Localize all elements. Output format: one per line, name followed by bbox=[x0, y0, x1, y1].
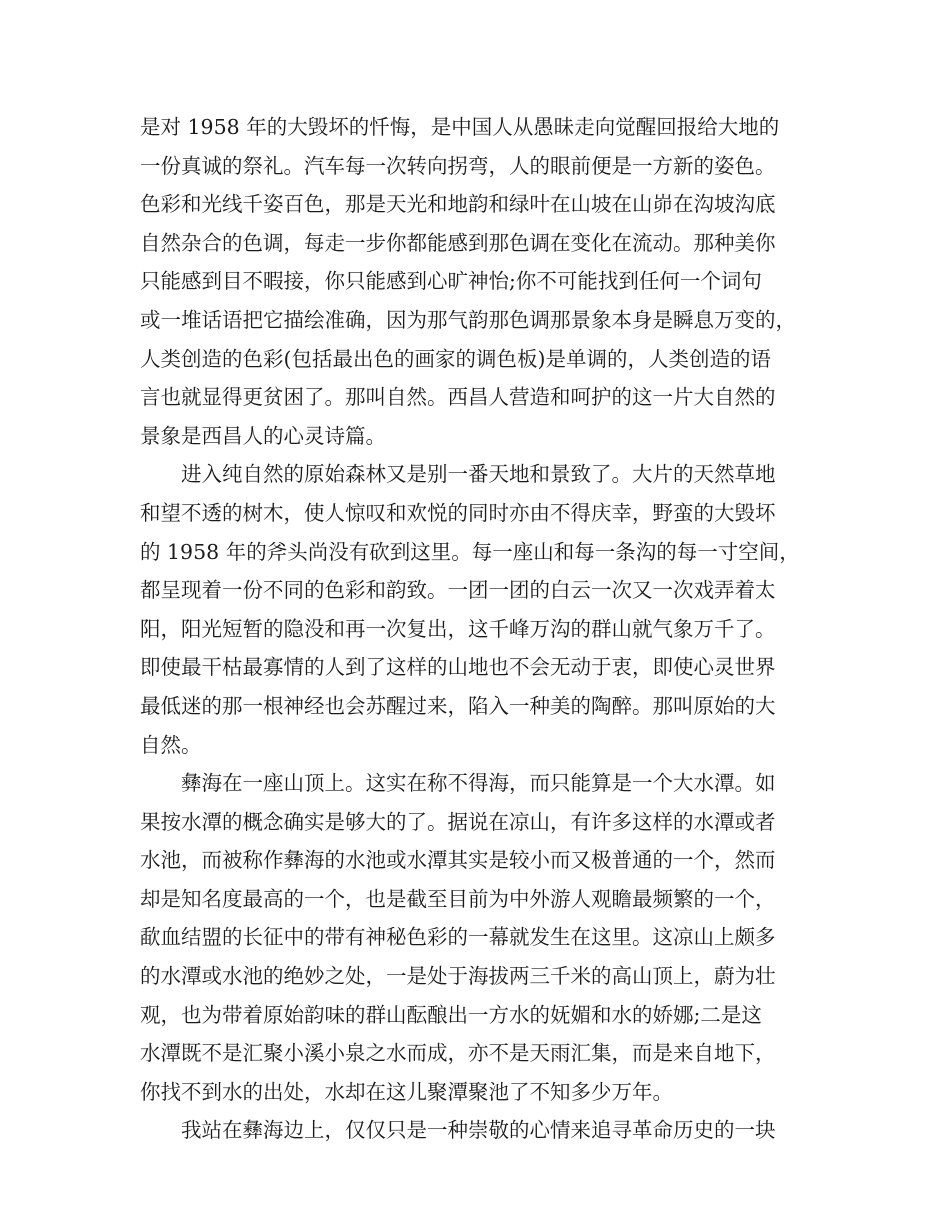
text-line: 言也就显得更贫困了。那叫自然。西昌人营造和呵护的这一片大自然的 bbox=[140, 385, 776, 410]
text-line: 都呈现着一份不同的色彩和韵致。一团一团的白云一次又一次戏弄着太 bbox=[140, 578, 776, 603]
text-line: 的水潭或水池的绝妙之处，一是处于海拔两三千米的高山顶上，蔚为壮 bbox=[140, 964, 776, 989]
text-line: 阳，阳光短暂的隐没和再一次复出，这千峰万沟的群山就气象万千了。 bbox=[140, 616, 776, 641]
text-line: 水潭既不是汇聚小溪小泉之水而成，亦不是天雨汇集，而是来自地下， bbox=[140, 1041, 776, 1066]
text-line: 和望不透的树木，使人惊叹和欢悦的同时亦由不得庆幸，野蛮的大毁坏 bbox=[140, 500, 776, 525]
text-line: 自然杂合的色调，每走一步你都能感到那色调在变化在流动。那种美你 bbox=[140, 230, 776, 255]
text-line: 却是知名度最高的一个，也是截至目前为中外游人观瞻最频繁的一个， bbox=[140, 886, 776, 911]
text-line: 是对 1958 年的大毁坏的忏悔，是中国人从愚昧走向觉醒回报给大地的 bbox=[140, 115, 780, 139]
paragraph bbox=[140, 108, 810, 455]
text-line: 最低迷的那一根神经也会苏醒过来，陷入一种美的陶醉。那叫原始的大 bbox=[140, 693, 776, 718]
text-line: 进入纯自然的原始森林又是别一番天地和景致了。大片的天然草地 bbox=[181, 462, 776, 487]
text-line: 一份真诚的祭礼。汽车每一次转向拐弯，人的眼前便是一方新的姿色。 bbox=[140, 153, 776, 178]
body-text bbox=[140, 108, 810, 1150]
text-line: 彝海在一座山顶上。这实在称不得海，而只能算是一个大水潭。如 bbox=[181, 771, 776, 796]
text-line: 人类创造的色彩(包括最出色的画家的调色板)是单调的，人类创造的语 bbox=[140, 346, 771, 371]
text-line: 水池，而被称作彝海的水池或水潭其实是较小而又极普通的一个，然而 bbox=[140, 848, 776, 873]
text-line: 景象是西昌人的心灵诗篇。 bbox=[140, 423, 386, 448]
text-line: 我站在彝海边上，仅仅只是一种崇敬的心情来追寻革命历史的一块 bbox=[181, 1118, 776, 1143]
text-line: 自然。 bbox=[140, 732, 202, 757]
text-line: 你找不到水的出处，水却在这儿聚潭聚池了不知多少万年。 bbox=[140, 1079, 673, 1104]
text-line: 的 1958 年的斧头尚没有砍到这里。每一座山和每一条沟的每一寸空间， bbox=[140, 539, 800, 564]
paragraph bbox=[140, 764, 810, 1111]
text-line: 观，也为带着原始韵味的群山酝酿出一方水的妩媚和水的娇娜;二是这 bbox=[140, 1002, 762, 1027]
paragraph bbox=[140, 455, 810, 764]
text-line: 歃血结盟的长征中的带有神秘色彩的一幕就发生在这里。这凉山上颇多 bbox=[140, 925, 776, 950]
text-line: 果按水潭的概念确实是够大的了。据说在凉山，有许多这样的水潭或者 bbox=[140, 809, 776, 834]
paragraph bbox=[140, 1111, 810, 1150]
text-line: 或一堆话语把它描绘准确，因为那气韵那色调那景象本身是瞬息万变的， bbox=[140, 307, 796, 332]
text-line: 只能感到目不暇接，你只能感到心旷神怡;你不可能找到任何一个词句 bbox=[140, 269, 762, 294]
text-line: 色彩和光线千姿百色，那是天光和地韵和绿叶在山坡在山峁在沟坡沟底 bbox=[140, 192, 776, 217]
text-line: 即使最干枯最寡情的人到了这样的山地也不会无动于衷，即使心灵世界 bbox=[140, 655, 776, 680]
